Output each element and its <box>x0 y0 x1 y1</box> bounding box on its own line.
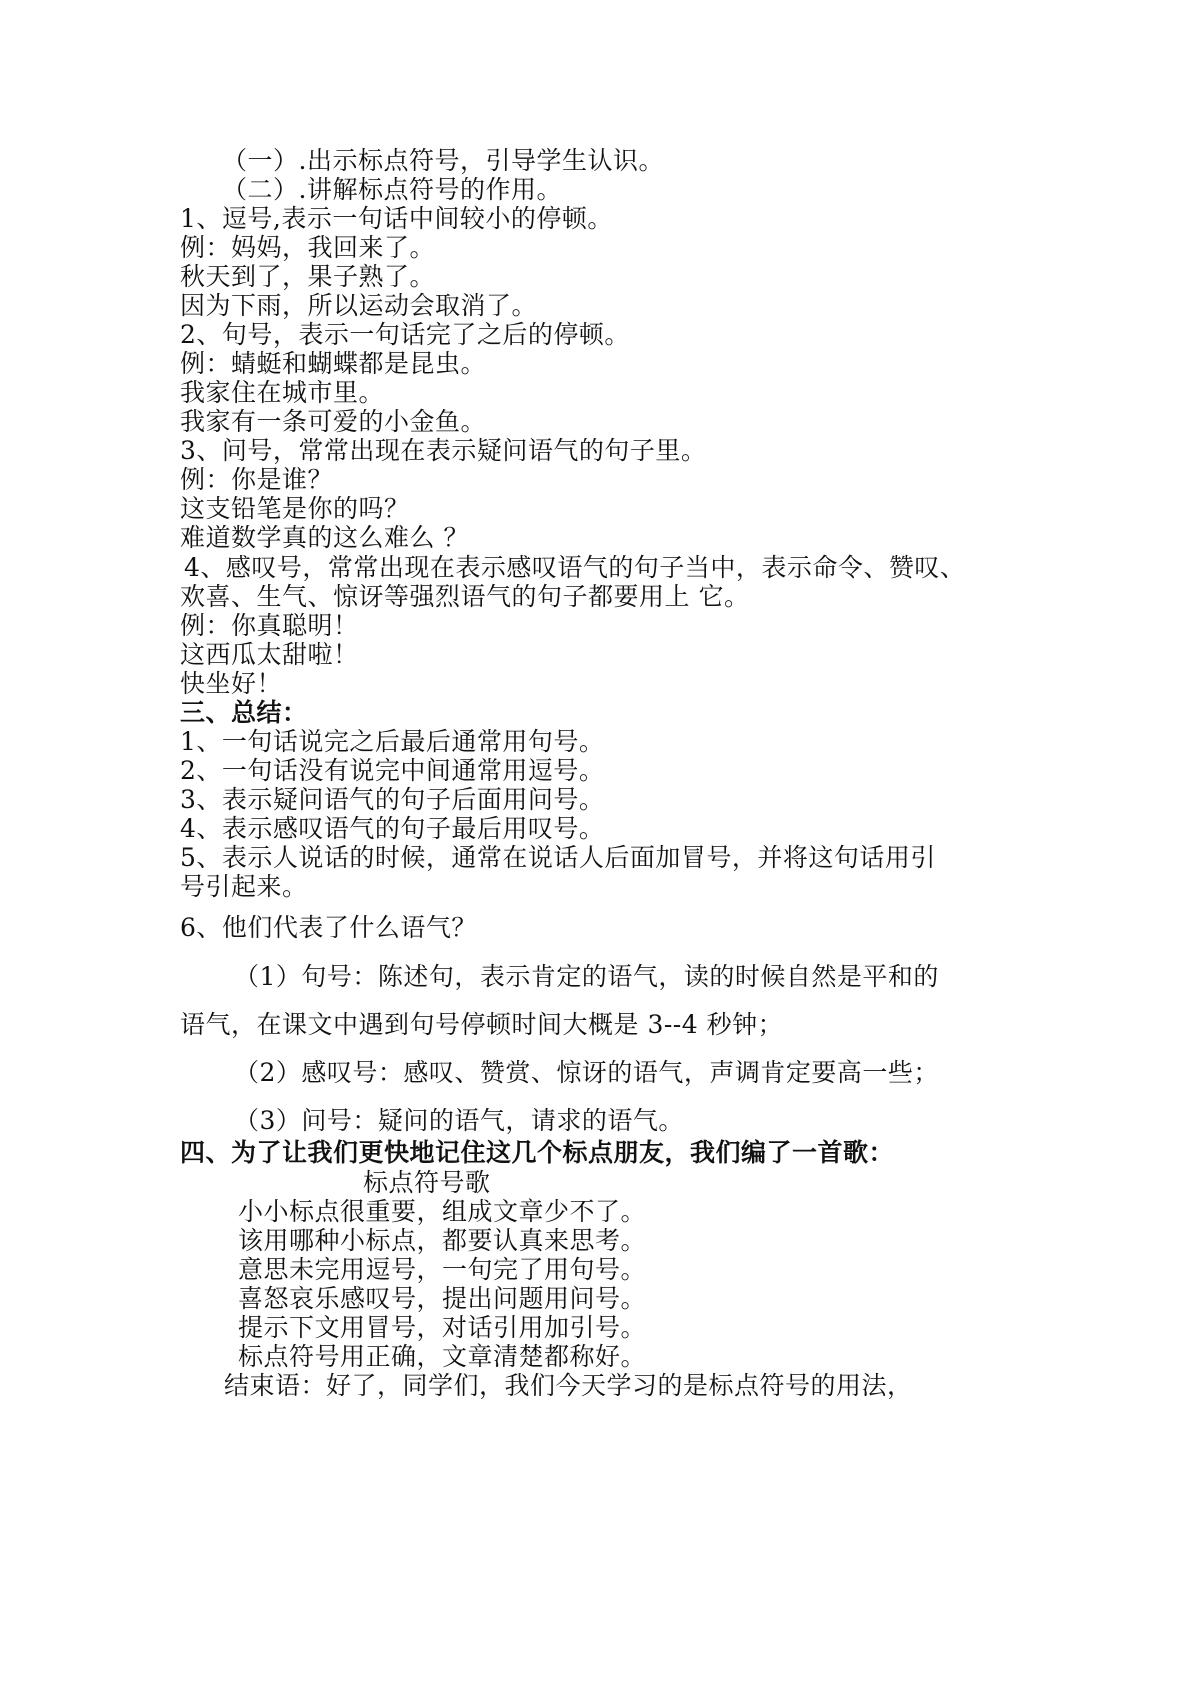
summary-item-5-cont: 号引起来。 <box>180 872 308 901</box>
question-example-3: 难道数学真的这么难么 ？ <box>180 523 469 552</box>
song-line-1: 小小标点很重要，组成文章少不了。 <box>238 1197 647 1226</box>
summary-heading: 三、总结： <box>180 698 308 727</box>
tone-item-1: （1）句号：陈述句，表示肯定的语气，读的时候自然是平和的 <box>234 962 939 991</box>
song-line-5: 提示下文用冒号，对话引用加引号。 <box>238 1313 647 1342</box>
exclamation-example-1: 例：你真聪明！ <box>180 611 359 640</box>
period-example-3: 我家有一条可爱的小金鱼。 <box>180 407 487 436</box>
song-line-2: 该用哪种小标点，都要认真来思考。 <box>238 1226 647 1255</box>
comma-example-2: 秋天到了，果子熟了。 <box>180 262 436 291</box>
summary-item-3: 3、表示疑问语气的句子后面用问号。 <box>180 785 605 814</box>
exclamation-example-2: 这西瓜太甜啦！ <box>180 640 359 669</box>
summary-item-5: 5、表示人说话的时候，通常在说话人后面加冒号，并将这句话用引 <box>180 843 936 872</box>
period-example-2: 我家住在城市里。 <box>180 378 385 407</box>
tone-item-1-cont: 语气，在课文中遇到句号停顿时间大概是 3--4 秒钟； <box>180 1010 784 1039</box>
comma-example-3: 因为下雨，所以运动会取消了。 <box>180 291 538 320</box>
summary-item-1: 1、一句话说完之后最后通常用句号。 <box>180 727 605 756</box>
tone-item-2: （2）感叹号：感叹、赞赏、惊讶的语气，声调肯定要高一些； <box>234 1058 939 1087</box>
period-example-1: 例：蜻蜓和蝴蝶都是昆虫。 <box>180 349 487 378</box>
question-heading: 3、问号，常常出现在表示疑问语气的句子里。 <box>180 436 707 465</box>
section-line-1: （一）.出示标点符号，引导学生认识。 <box>222 146 664 175</box>
section-line-2: （二）.讲解标点符号的作用。 <box>222 175 562 204</box>
exclamation-heading: 4、感叹号，常常出现在表示感叹语气的句子当中，表示命令、赞叹、 <box>184 553 966 582</box>
tone-question: 6、他们代表了什么语气？ <box>180 913 477 942</box>
period-heading: 2、句号，表示一句话完了之后的停顿。 <box>180 320 630 349</box>
summary-item-4: 4、表示感叹语气的句子最后用叹号。 <box>180 814 605 843</box>
song-line-4: 喜怒哀乐感叹号，提出问题用问号。 <box>238 1284 647 1313</box>
song-intro-heading: 四、为了让我们更快地记住这几个标点朋友，我们编了一首歌： <box>180 1138 895 1167</box>
exclamation-example-3: 快坐好！ <box>180 669 283 698</box>
question-example-1: 例：你是谁？ <box>180 465 334 494</box>
comma-example-1: 例：妈妈，我回来了。 <box>180 233 436 262</box>
song-title: 标点符号歌 <box>363 1168 491 1197</box>
closing-remark: 结束语：好了，同学们，我们今天学习的是标点符号的用法， <box>224 1371 913 1400</box>
summary-item-2: 2、一句话没有说完中间通常用逗号。 <box>180 756 605 785</box>
exclamation-heading-cont: 欢喜、生气、惊讶等强烈语气的句子都要用上 它。 <box>180 582 750 611</box>
song-line-6: 标点符号用正确，文章清楚都称好。 <box>238 1342 647 1371</box>
song-line-3: 意思未完用逗号，一句完了用句号。 <box>238 1255 647 1284</box>
comma-heading: 1、逗号,表示一句话中间较小的停顿。 <box>180 204 613 233</box>
tone-item-3: （3）问号：疑问的语气，请求的语气。 <box>234 1106 684 1135</box>
question-example-2: 这支铅笔是你的吗？ <box>180 494 410 523</box>
